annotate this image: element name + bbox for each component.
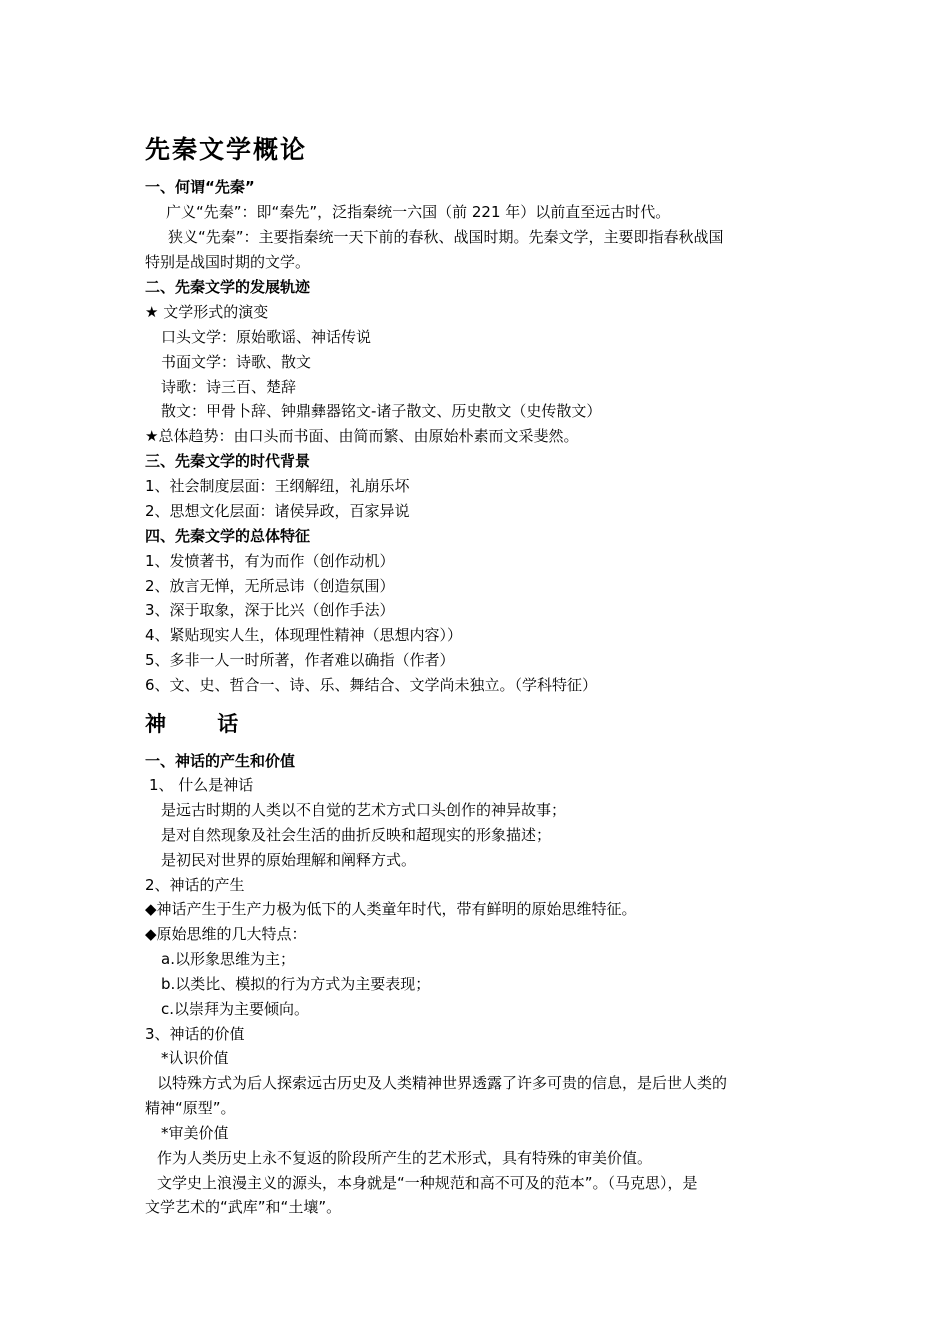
list-item: 口头文学：原始歌谣、神话传说	[161, 328, 372, 346]
paragraph: 是初民对世界的原始理解和阐释方式。	[161, 851, 417, 869]
list-item: 3、深于取象，深于比兴（创作手法）	[145, 601, 395, 619]
section-heading-2: 二、先秦文学的发展轨迹	[145, 278, 311, 296]
list-item: b.以类比、模拟的行为方式为主要表现；	[161, 975, 431, 993]
paragraph: 狭义“先秦”：主要指秦统一天下前的春秋、战国时期。先秦文学，主要即指春秋战国	[168, 228, 724, 246]
list-item: 1、发愤著书，有为而作（创作动机）	[145, 552, 395, 570]
list-item: c.以崇拜为主要倾向。	[161, 1000, 310, 1018]
value-heading: *认识价值	[161, 1049, 229, 1067]
document-title: 先秦文学概论	[145, 135, 308, 164]
paragraph: 特别是战国时期的文学。	[145, 253, 311, 271]
paragraph: 精神“原型”。	[145, 1099, 236, 1117]
section-heading-4: 四、先秦文学的总体特征	[145, 527, 311, 545]
list-item: 1、社会制度层面：王纲解纽，礼崩乐坏	[145, 477, 410, 495]
list-item: 诗歌：诗三百、楚辞	[161, 378, 297, 396]
chapter-title: 神 话	[145, 711, 261, 736]
list-item: 散文：甲骨卜辞、钟鼎彝器铭文-诸子散文、历史散文（史传散文）	[161, 402, 602, 420]
subsection-heading: 2、神话的产生	[145, 876, 245, 894]
subsection-heading: 1、 什么是神话	[149, 776, 254, 794]
diamond-item: ◆原始思维的几大特点：	[145, 925, 307, 943]
section-heading-3: 三、先秦文学的时代背景	[145, 452, 311, 470]
list-item: 4、紧贴现实人生，体现理性精神（思想内容））	[145, 626, 463, 644]
paragraph: 作为人类历史上永不复返的阶段所产生的艺术形式，具有特殊的审美价值。	[157, 1149, 653, 1167]
subsection-heading: 3、神话的价值	[145, 1025, 245, 1043]
paragraph: 以特殊方式为后人探索远古历史及人类精神世界透露了许多可贵的信息，是后世人类的	[157, 1074, 728, 1092]
list-item: a.以形象思维为主；	[161, 950, 295, 968]
section-heading: 一、神话的产生和价值	[145, 752, 296, 770]
star-item: ★ 文学形式的演变	[145, 303, 269, 321]
paragraph: 是远古时期的人类以不自觉的艺术方式口头创作的神异故事；	[161, 801, 567, 819]
paragraph: 广义“先秦”：即“秦先”，泛指秦统一六国（前 221 年）以前直至远古时代。	[166, 203, 671, 221]
value-heading: *审美价值	[161, 1124, 229, 1142]
list-item: 6、文、史、哲合一、诗、乐、舞结合、文学尚未独立。（学科特征）	[145, 676, 598, 694]
paragraph: 是对自然现象及社会生活的曲折反映和超现实的形象描述；	[161, 826, 552, 844]
list-item: 2、放言无惮，无所忌讳（创造氛围）	[145, 577, 395, 595]
star-item: ★总体趋势：由口头而书面、由简而繁、由原始朴素而文采斐然。	[145, 427, 579, 445]
section-heading-1: 一、何谓“先秦”	[145, 178, 255, 196]
list-item: 2、思想文化层面：诸侯异政，百家异说	[145, 502, 410, 520]
paragraph: 文学艺术的“武库”和“土壤”。	[145, 1198, 342, 1216]
diamond-item: ◆神话产生于生产力极为低下的人类童年时代，带有鲜明的原始思维特征。	[145, 900, 637, 918]
list-item: 书面文学：诗歌、散文	[161, 353, 312, 371]
list-item: 5、多非一人一时所著，作者难以确指（作者）	[145, 651, 455, 669]
paragraph: 文学史上浪漫主义的源头，本身就是“一种规范和高不可及的范本”。（马克思），是	[157, 1174, 698, 1192]
